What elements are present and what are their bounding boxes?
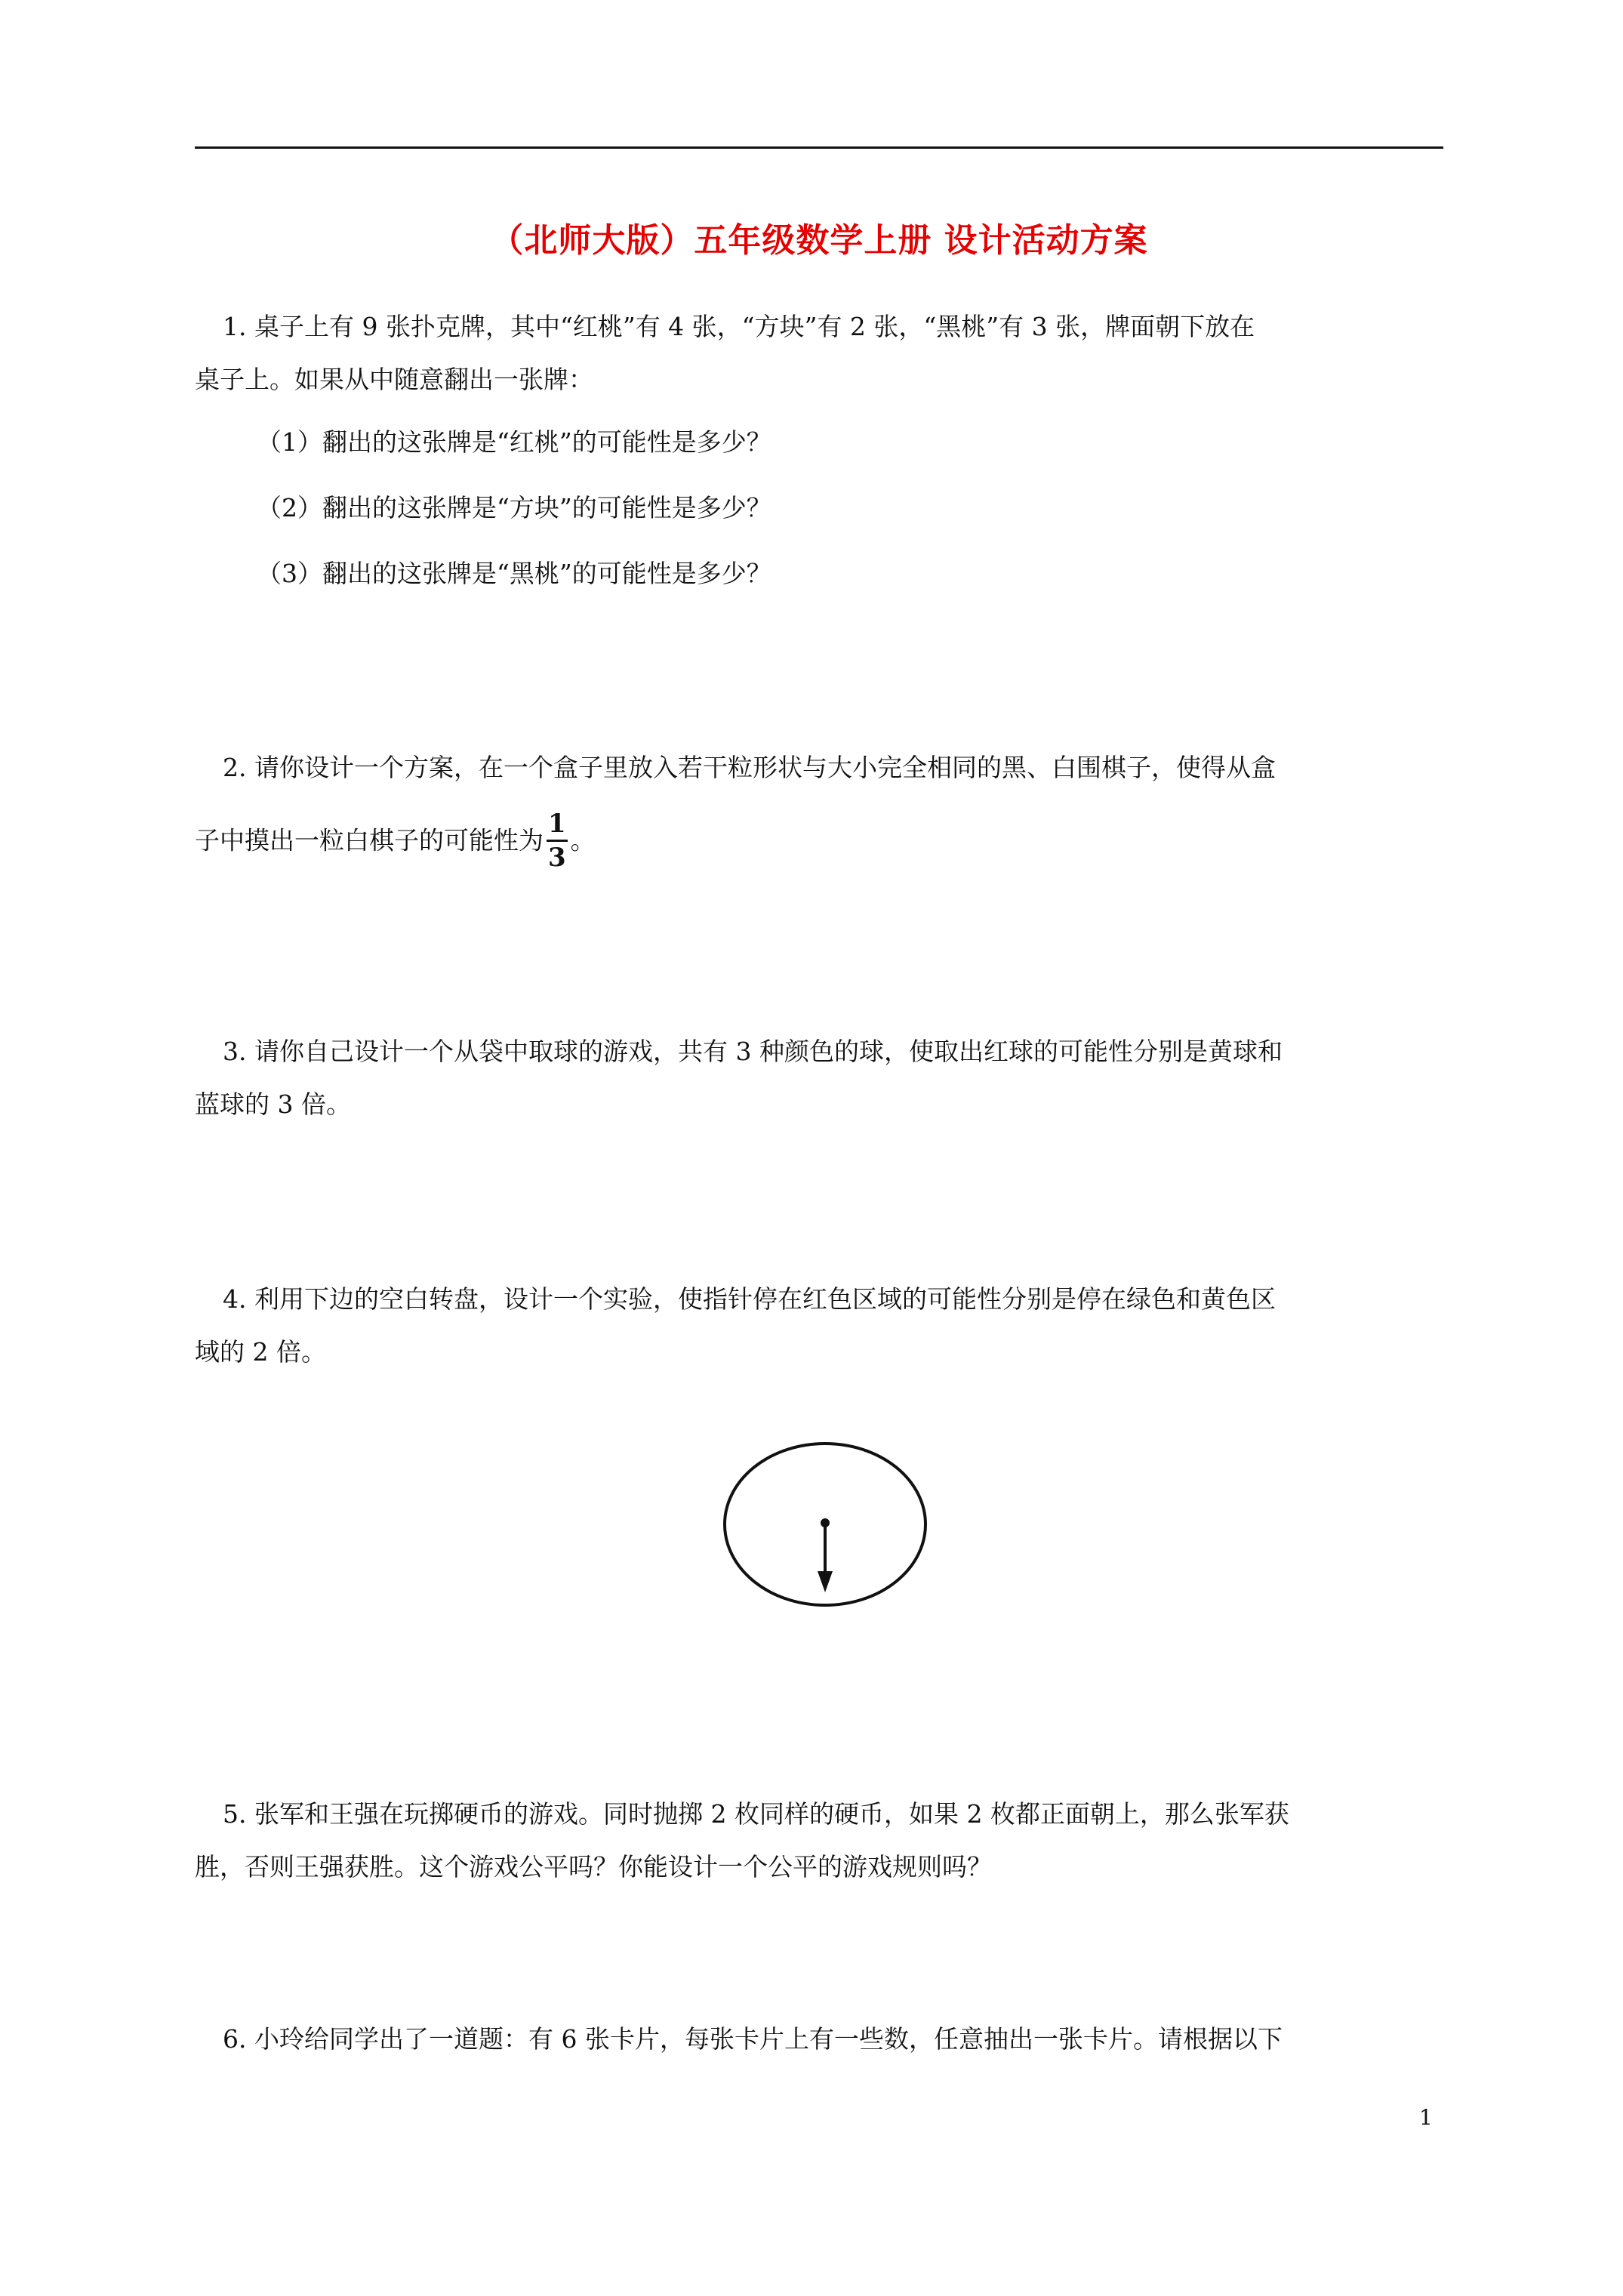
question-4-line-1: 4. 利用下边的空白转盘，设计一个实验，使指针停在红色区域的可能性分别是停在绿色和黄色区 <box>223 1284 1276 1314</box>
spinner-pointer-arrow-icon <box>818 1571 833 1592</box>
question-5-line-1: 5. 张军和王强在玩掷硬币的游戏。同时抛掷 2 枚同样的硬币，如果 2 枚都正面朝上，那么张军获 <box>223 1799 1289 1829</box>
question-1-sub-3: （3）翻出的这张牌是“黑桃”的可能性是多少？ <box>257 559 771 588</box>
fraction-denominator: 3 <box>548 843 566 873</box>
question-4-line-2: 域的 2 倍。 <box>195 1337 326 1367</box>
fraction-bar <box>547 840 568 842</box>
question-6 <box>195 2013 1443 2066</box>
question-1-line-1: 1. 桌子上有 9 张扑克牌，其中“红桃”有 4 张，“方块”有 2 张，“黑桃”有 3 张，牌面朝下放在 <box>223 312 1255 341</box>
question-3-line-1: 3. 请你自己设计一个从袋中取球的游戏，共有 3 种颜色的球，使取出红球的可能性分别是黄球和 <box>223 1037 1283 1066</box>
question-3 <box>195 1025 1443 1131</box>
page-number: 1 <box>1419 2105 1433 2130</box>
question-2-line-2-end: 。 <box>570 825 596 855</box>
fraction-numerator: 1 <box>548 809 566 839</box>
question-2-line-2-text: 子中摸出一粒白棋子的可能性为 <box>195 825 544 855</box>
header-rule <box>195 146 1443 149</box>
blank-spinner-figure <box>719 1431 931 1612</box>
question-5 <box>195 1788 1443 1894</box>
question-2-line-2-row <box>195 809 1443 873</box>
question-3-line-2: 蓝球的 3 倍。 <box>195 1089 351 1119</box>
question-2 <box>195 751 1443 784</box>
question-1 <box>195 300 1443 406</box>
fraction-one-third <box>547 811 568 871</box>
question-6-line-1: 6. 小玲给同学出了一道题：有 6 张卡片，每张卡片上有一些数，任意抽出一张卡片。请根据以下 <box>223 2024 1283 2054</box>
question-1-sub-2: （2）翻出的这张牌是“方块”的可能性是多少？ <box>257 493 771 522</box>
question-2-line-1: 2. 请你设计一个方案，在一个盒子里放入若干粒形状与大小完全相同的黑、白围棋子，使得从盒 <box>223 753 1276 782</box>
question-5-line-2: 胜，否则王强获胜。这个游戏公平吗？你能设计一个公平的游戏规则吗？ <box>195 1852 992 1881</box>
question-1-line-2: 桌子上。如果从中随意翻出一张牌： <box>195 365 593 394</box>
question-4 <box>195 1273 1443 1379</box>
question-1-sub-1: （1）翻出的这张牌是“红桃”的可能性是多少？ <box>257 427 771 457</box>
page-title: （北师大版）五年级数学上册 设计活动方案 <box>490 221 1148 260</box>
